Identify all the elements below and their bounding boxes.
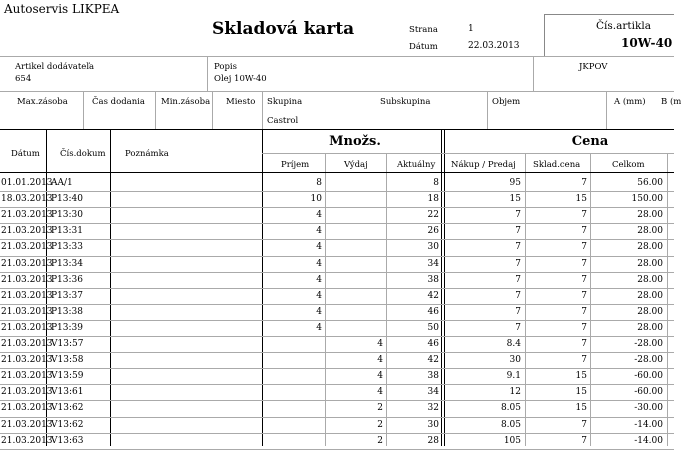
table-row: [0, 192, 674, 208]
col-vydaj: Výdaj: [344, 160, 368, 170]
cell-datum: 21.03.2013: [1, 371, 53, 382]
cell-aktualny: 46: [427, 339, 439, 349]
popis-value: Olej 10W-40: [214, 74, 267, 84]
table-row: [0, 208, 674, 224]
col-sklad-cena: Sklad.cena: [533, 160, 581, 170]
cell-np: 7: [515, 290, 521, 301]
table-row: [0, 305, 674, 321]
cell-sklad: 7: [581, 178, 587, 188]
col-celkom: Celkom: [612, 160, 645, 170]
cell-datum: 21.03.2013: [1, 290, 53, 301]
group-cena: Cena: [571, 134, 609, 149]
cell-dok: V13:62: [51, 403, 84, 414]
cell-np: 7: [515, 226, 521, 237]
cell-sklad: 7: [581, 242, 587, 253]
cell-np: 9.1: [506, 371, 521, 382]
cell-aktualny: 30: [427, 419, 439, 430]
cell-prijem: 4: [316, 322, 322, 333]
cell-prijem: 4: [316, 274, 322, 285]
cell-datum: 21.03.2013: [1, 419, 53, 430]
page-title: Skladová karta: [212, 19, 355, 39]
cell-vydaj: 2: [377, 419, 383, 430]
cell-celkom: 28.00: [637, 290, 663, 301]
objem-label: Objem: [492, 97, 521, 107]
table-row: [0, 369, 674, 385]
cell-datum: 21.03.2013: [1, 258, 53, 269]
table-row: [0, 289, 674, 305]
cell-aktualny: 34: [427, 387, 439, 398]
cas-dodania-label: Čas dodania: [92, 97, 145, 107]
table-row: [0, 257, 674, 273]
cell-dok: V13:62: [51, 419, 84, 430]
cell-sklad: 7: [581, 306, 587, 317]
skupina-label: Skupina: [267, 97, 303, 107]
table-row: [0, 418, 674, 434]
cell-dok: P13:36: [51, 274, 83, 285]
table-row: [0, 224, 674, 240]
cell-np: 8.4: [506, 339, 521, 349]
cell-dok: P13:40: [51, 194, 83, 205]
cell-dok: V13:59: [51, 371, 84, 382]
cell-sklad: 7: [581, 339, 587, 349]
cell-datum: 01.01.2013: [1, 178, 53, 188]
cell-aktualny: 8: [433, 178, 439, 188]
cell-prijem: 4: [316, 242, 322, 253]
cell-prijem: 8: [316, 178, 322, 188]
cell-dok: P13:39: [51, 322, 83, 333]
cell-prijem: 4: [316, 226, 322, 237]
cell-aktualny: 22: [427, 210, 439, 221]
cell-np: 8.05: [500, 419, 521, 430]
cell-aktualny: 34: [427, 258, 439, 269]
cell-np: 7: [515, 274, 521, 285]
a-mm-label: A (mm): [614, 97, 646, 107]
cell-datum: 21.03.2013: [1, 210, 53, 221]
cell-celkom: -14.00: [634, 419, 663, 430]
cis-artikla-value: 10W-40: [621, 36, 673, 50]
cell-vydaj: 2: [377, 403, 383, 414]
col-prijem: Príjem: [281, 160, 310, 170]
cell-aktualny: 50: [427, 322, 439, 333]
skupina-value: Castrol: [267, 116, 299, 126]
cell-aktualny: 42: [427, 355, 439, 366]
cell-np: 30: [509, 355, 521, 366]
cell-vydaj: 4: [377, 387, 383, 398]
cell-sklad: 15: [575, 194, 587, 205]
cell-aktualny: 30: [427, 242, 439, 253]
cell-aktualny: 38: [427, 274, 439, 285]
cell-dok: P13:37: [51, 290, 83, 301]
col-poznamka: Poznámka: [125, 149, 169, 159]
cell-prijem: 4: [316, 306, 322, 317]
cell-datum: 21.03.2013: [1, 387, 53, 398]
cell-sklad: 15: [575, 387, 587, 398]
table-row: [0, 385, 674, 401]
cell-celkom: -28.00: [634, 355, 663, 366]
cell-np: 15: [509, 194, 521, 205]
artikel-dodavatela-label: Artikel dodávateľa: [15, 62, 95, 72]
miesto-label: Miesto: [226, 97, 256, 107]
cell-celkom: 28.00: [637, 306, 663, 317]
cell-aktualny: 46: [427, 306, 439, 317]
cell-datum: 21.03.2013: [1, 355, 53, 366]
col-datum: Dátum: [11, 149, 40, 159]
cell-celkom: 56.00: [637, 178, 663, 188]
cell-sklad: 7: [581, 419, 587, 430]
cell-aktualny: 26: [427, 226, 439, 237]
cell-np: 7: [515, 210, 521, 221]
cell-np: 105: [503, 435, 521, 446]
b-mm-label: B (m: [661, 97, 681, 107]
cell-celkom: -30.00: [634, 403, 663, 414]
cell-dok: P13:38: [51, 306, 83, 317]
cell-celkom: -14.00: [634, 435, 663, 446]
cell-datum: 21.03.2013: [1, 274, 53, 285]
cell-datum: 21.03.2013: [1, 226, 53, 237]
cis-artikla-label: Čís.artikla: [596, 20, 651, 32]
cell-dok: P13:34: [51, 258, 83, 269]
cell-np: 7: [515, 242, 521, 253]
cell-sklad: 15: [575, 403, 587, 414]
col-nakup-predaj: Nákup / Predaj: [451, 160, 516, 170]
cell-celkom: 150.00: [631, 194, 663, 205]
cell-aktualny: 38: [427, 371, 439, 382]
cell-vydaj: 4: [377, 355, 383, 366]
cell-prijem: 4: [316, 210, 322, 221]
cell-prijem: 10: [310, 194, 322, 205]
table-row: [0, 434, 674, 450]
cell-vydaj: 4: [377, 371, 383, 382]
company-name: Autoservis LIKPEA: [4, 2, 120, 16]
datum-label: Dátum: [409, 42, 438, 52]
strana-value: 1: [468, 24, 474, 34]
cell-aktualny: 42: [427, 290, 439, 301]
cell-dok: P13:30: [51, 210, 83, 221]
table-row: [0, 240, 674, 256]
cell-celkom: 28.00: [637, 242, 663, 253]
cell-prijem: 4: [316, 290, 322, 301]
popis-label: Popis: [214, 62, 238, 72]
cell-sklad: 7: [581, 226, 587, 237]
cell-datum: 21.03.2013: [1, 242, 53, 253]
subskupina-label: Subskupina: [380, 97, 431, 107]
col-cis-dokum: Čís.dokum: [60, 149, 106, 159]
cell-celkom: 28.00: [637, 210, 663, 221]
group-mnozstvo: Množs.: [329, 134, 381, 149]
max-zasoba-label: Max.zásoba: [17, 97, 68, 107]
cell-np: 95: [509, 178, 521, 188]
cell-celkom: 28.00: [637, 274, 663, 285]
cell-sklad: 7: [581, 355, 587, 366]
cell-dok: V13:63: [51, 435, 84, 446]
cell-sklad: 7: [581, 258, 587, 269]
cell-np: 7: [515, 322, 521, 333]
table-row: [0, 321, 674, 337]
table-row: [0, 176, 674, 192]
cell-dok: V13:57: [51, 339, 84, 349]
cell-np: 8.05: [500, 403, 521, 414]
cell-sklad: 7: [581, 435, 587, 446]
strana-label: Strana: [409, 25, 438, 35]
table-row: [0, 401, 674, 417]
cell-celkom: 28.00: [637, 322, 663, 333]
cell-celkom: -60.00: [634, 371, 663, 382]
cell-sklad: 7: [581, 322, 587, 333]
jkpov-label: JKPOV: [579, 62, 608, 72]
cell-dok: V13:58: [51, 355, 84, 366]
cell-dok: AA/1: [51, 178, 73, 188]
cell-celkom: -28.00: [634, 339, 663, 349]
cell-celkom: 28.00: [637, 258, 663, 269]
col-aktualny: Aktuálny: [397, 160, 436, 170]
cell-datum: 21.03.2013: [1, 403, 53, 414]
cell-sklad: 7: [581, 290, 587, 301]
cell-prijem: 4: [316, 258, 322, 269]
cell-aktualny: 18: [427, 194, 439, 205]
artikel-dodavatela-value: 654: [15, 74, 32, 84]
cell-aktualny: 28: [427, 435, 439, 446]
cell-datum: 18.03.2013: [1, 194, 53, 205]
cell-np: 12: [509, 387, 521, 398]
cell-sklad: 7: [581, 274, 587, 285]
cell-sklad: 7: [581, 210, 587, 221]
datum-value: 22.03.2013: [468, 41, 520, 51]
cell-aktualny: 32: [427, 403, 439, 414]
cell-dok: P13:33: [51, 242, 83, 253]
cell-datum: 21.03.2013: [1, 322, 53, 333]
cell-sklad: 15: [575, 371, 587, 382]
min-zasoba-label: Min.zásoba: [161, 97, 211, 107]
cell-dok: P13:31: [51, 226, 83, 237]
cell-dok: V13:61: [51, 387, 84, 398]
cell-celkom: 28.00: [637, 226, 663, 237]
table-row: [0, 273, 674, 289]
cell-np: 7: [515, 258, 521, 269]
cell-vydaj: 4: [377, 339, 383, 349]
cell-vydaj: 2: [377, 435, 383, 446]
table-row: [0, 337, 674, 353]
cell-datum: 21.03.2013: [1, 435, 53, 446]
cell-np: 7: [515, 306, 521, 317]
cell-datum: 21.03.2013: [1, 339, 53, 349]
cell-datum: 21.03.2013: [1, 306, 53, 317]
table-row: [0, 353, 674, 369]
cell-celkom: -60.00: [634, 387, 663, 398]
